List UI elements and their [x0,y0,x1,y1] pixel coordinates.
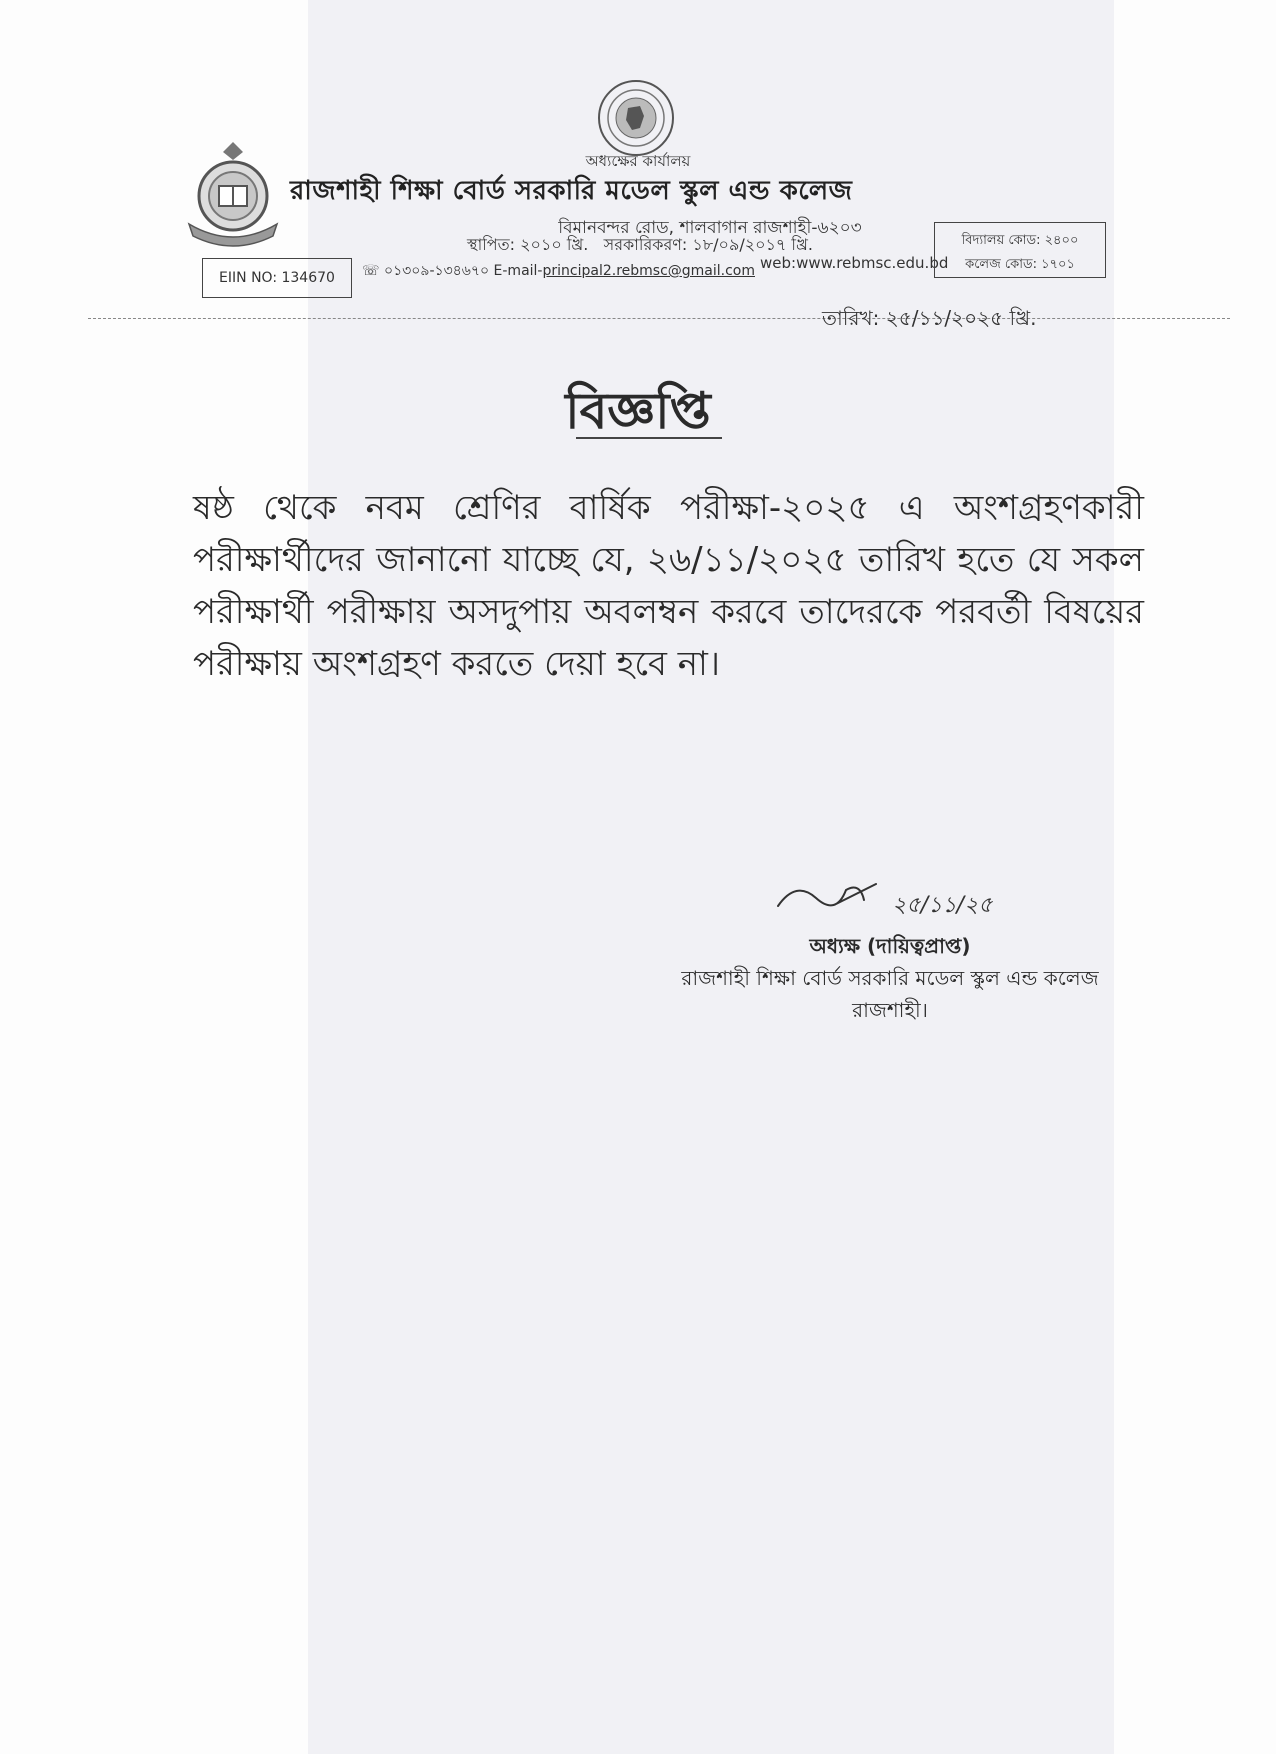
nationalized-date: সরকারিকরণ: ১৮/০৯/২০১৭ খ্রি. [603,235,813,254]
school-code: বিদ্যালয় কোড: ২৪০০ [961,233,1079,248]
signature-mark [776,876,892,912]
college-code: কলেজ কোড: ১৭০১ [965,257,1075,272]
signer-city: রাজশাহী। [852,998,928,1022]
email-address[interactable]: principal2.rebmsc@gmail.com [542,263,755,279]
institution-name: রাজশাহী শিক্ষা বোর্ড সরকারি মডেল স্কুল এন্ড কলেজ [290,176,853,206]
signature-date: ২৫/১১/২৫ [892,893,993,918]
institution-crest-icon [183,138,283,252]
institution-codes-box [934,222,1106,278]
email-label: E-mail- [493,263,543,279]
notice-date: তারিখ: ২৫/১১/২০২৫ খ্রি. [822,306,1037,330]
notice-body: ষষ্ঠ থেকে নবম শ্রেণির বার্ষিক পরীক্ষা-২০২৫ এ অংশগ্রহণকারী পরীক্ষার্থীদের জানানো যাচ্ছে যে, ২৬/১১/২০২৫ তারিখ হতে যে সকল পরীক্ষার্থী পরীক্ষায় অসদুপায় অবলম্বন করবে তাদেরকে পরবর্তী বিষয়ের পরীক্ষায় অংশগ্রহণ করতে দেয়া হবে না। [193,488,1144,684]
office-label: অধ্যক্ষের কার্যালয় [585,152,691,170]
signer-institution: রাজশাহী শিক্ষা বোর্ড সরকারি মডেল স্কুল এন্ড কলেজ [681,966,1099,990]
signer-block [660,930,1120,1026]
established-date: স্থাপিত: ২০১০ খ্রি. [467,235,589,254]
government-emblem-icon [596,78,676,158]
header-divider [88,318,1230,319]
notice-title: বিজ্ঞপ্তি [565,382,711,440]
website[interactable]: web:www.rebmsc.edu.bd [760,254,949,272]
phone-number: ০১৩০৯-১৩৪৬৭০ [383,263,490,279]
signer-designation: অধ্যক্ষ (দায়িত্বপ্রাপ্ত) [809,934,971,958]
institution-address: বিমানবন্দর রোড, শালবাগান রাজশাহী-৬২০৩ [558,218,862,238]
title-underline [576,437,722,439]
eiin-box: EIIN NO: 134670 [202,258,352,298]
contact-line [362,259,755,283]
phone-icon: ☏ [362,263,380,279]
